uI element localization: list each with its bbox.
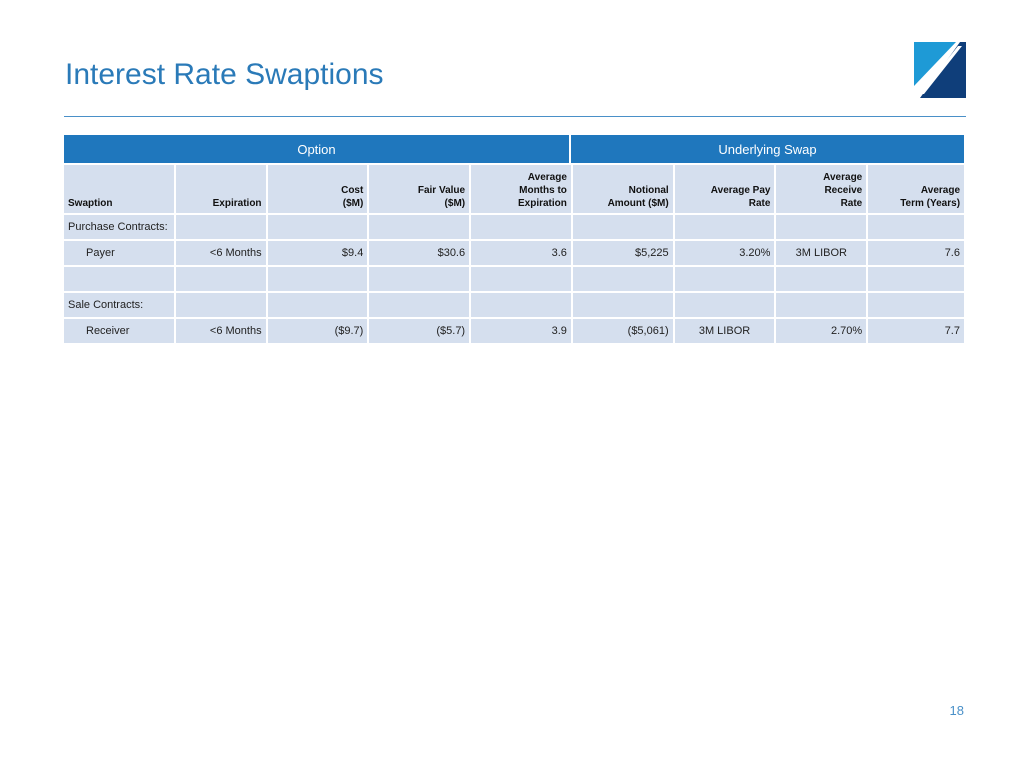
column-header (776, 165, 866, 213)
column-header (268, 165, 368, 213)
table-cell: 3.9 (471, 319, 571, 343)
table-cell: 3M LIBOR (776, 241, 866, 265)
group-header-row (64, 135, 964, 163)
table-cell: ($5.7) (369, 319, 469, 343)
page-title: Interest Rate Swaptions (65, 58, 384, 91)
column-header-label: Average Months to Expiration (517, 172, 567, 209)
table-cell (675, 215, 775, 239)
column-header-label: Average Receive Rate (823, 172, 863, 209)
table-row (64, 319, 964, 343)
page-number: 18 (949, 703, 964, 718)
table-cell (675, 293, 775, 317)
group-header-underlying-swap: Underlying Swap (571, 135, 964, 163)
table-cell (776, 293, 866, 317)
table-cell (176, 215, 266, 239)
table-cell (268, 215, 368, 239)
column-header (675, 165, 775, 213)
table-cell (369, 267, 469, 291)
section-label-row (64, 293, 964, 317)
column-header (176, 165, 266, 213)
table-cell (573, 215, 673, 239)
table-cell (369, 293, 469, 317)
column-header (573, 165, 673, 213)
table-cell (573, 293, 673, 317)
table-cell: <6 Months (176, 241, 266, 265)
column-header-row (64, 165, 964, 213)
table-cell: $5,225 (573, 241, 673, 265)
section-label-row (64, 215, 964, 239)
table-cell: 3.20% (675, 241, 775, 265)
table-cell: ($5,061) (573, 319, 673, 343)
table-row (64, 241, 964, 265)
table-cell (471, 267, 571, 291)
table-body (64, 215, 964, 343)
table-cell (776, 267, 866, 291)
column-header-label: Average Term (Years) (900, 185, 961, 209)
table-cell (868, 215, 964, 239)
table-cell (868, 293, 964, 317)
table-cell (64, 267, 174, 291)
table-cell (471, 293, 571, 317)
table-cell: ($9.7) (268, 319, 368, 343)
table-cell (868, 267, 964, 291)
table-cell: Sale Contracts: (64, 293, 174, 317)
table-cell: 2.70% (776, 319, 866, 343)
table-cell: $9.4 (268, 241, 368, 265)
table-cell (675, 267, 775, 291)
table-cell: <6 Months (176, 319, 266, 343)
group-header-option: Option (64, 135, 569, 163)
table-cell (471, 215, 571, 239)
blank-row (64, 267, 964, 291)
table-cell: 7.6 (868, 241, 964, 265)
table-cell (268, 293, 368, 317)
column-header (868, 165, 964, 213)
table-cell: 7.7 (868, 319, 964, 343)
column-header-label: Cost ($M) (341, 185, 364, 209)
column-header (369, 165, 469, 213)
table-cell (268, 267, 368, 291)
column-header-label: Expiration (212, 198, 262, 209)
column-header (471, 165, 571, 213)
column-header-label: Average Pay Rate (710, 185, 771, 209)
swaptions-table (64, 135, 964, 343)
table-cell: $30.6 (369, 241, 469, 265)
title-divider (64, 116, 966, 117)
table-cell: 3M LIBOR (675, 319, 775, 343)
table-cell (776, 215, 866, 239)
table-cell (176, 293, 266, 317)
table-cell (176, 267, 266, 291)
table-cell: 3.6 (471, 241, 571, 265)
table-cell: Payer (64, 241, 174, 265)
table-cell (573, 267, 673, 291)
table-cell: Purchase Contracts: (64, 215, 174, 239)
column-header-label: Notional Amount ($M) (607, 185, 669, 209)
company-logo (912, 40, 968, 98)
column-header (64, 165, 174, 213)
table-cell: Receiver (64, 319, 174, 343)
table-cell (369, 215, 469, 239)
column-header-label: Swaption (68, 198, 113, 209)
column-header-label: Fair Value ($M) (417, 185, 466, 209)
